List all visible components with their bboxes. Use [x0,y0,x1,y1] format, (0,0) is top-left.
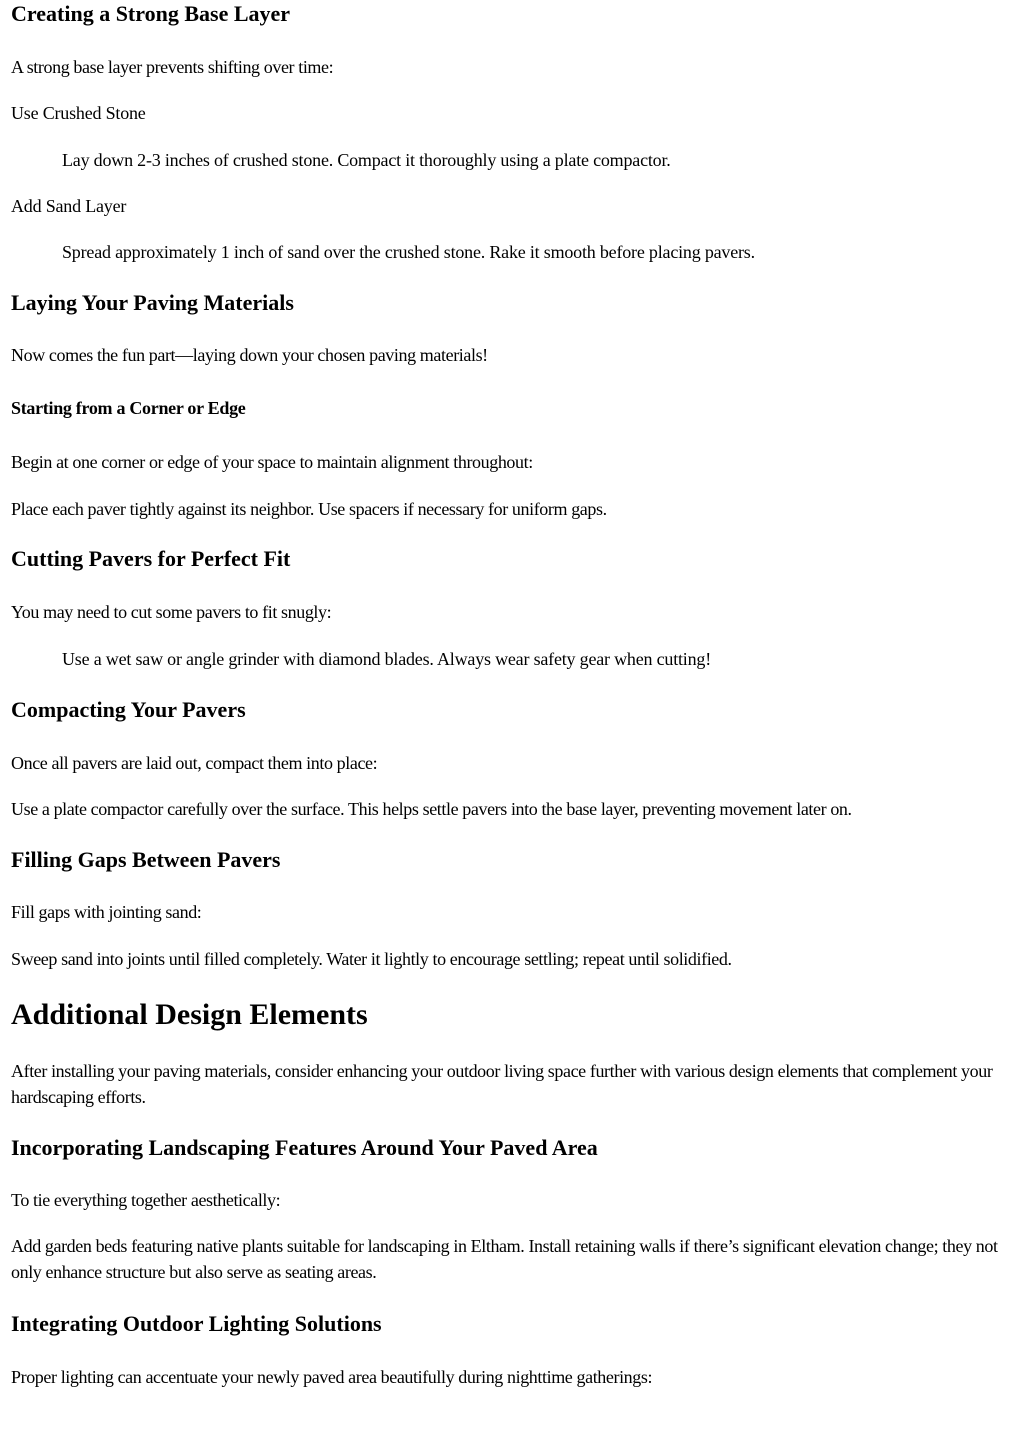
heading-landscaping: Incorporating Landscaping Features Around Your Paved Area [11,1135,598,1160]
heading-additional-design: Additional Design Elements [11,998,368,1031]
paragraph-compacting-intro: Once all pavers are laid out, compact them into place: [11,753,378,773]
paragraph-additional-intro: After installing your paving materials, consider enhancing your outdoor living space further with various design elements that complement your hardscaping efforts. [11,1061,993,1107]
description-crushed-stone: Lay down 2-3 inches of crushed stone. Compact it thoroughly using a plate compactor. [62,150,671,170]
heading-lighting: Integrating Outdoor Lighting Solutions [11,1311,382,1336]
description-cutting: Use a wet saw or angle grinder with diamond blades. Always wear safety gear when cutting! [62,649,711,669]
description-sand-layer: Spread approximately 1 inch of sand over the crushed stone. Rake it smooth before placing pavers. [62,242,755,262]
paragraph-lighting-intro: Proper lighting can accentuate your newly paved area beautifully during nighttime gatherings: [11,1367,653,1387]
paragraph-landscaping-intro: To tie everything together aesthetically: [11,1190,281,1210]
paragraph-laying-place: Place each paver tightly against its neighbor. Use spacers if necessary for uniform gaps. [11,499,607,519]
term-sand-layer: Add Sand Layer [11,196,127,216]
paragraph-cutting-intro: You may need to cut some pavers to fit snugly: [11,602,332,622]
heading-cutting: Cutting Pavers for Perfect Fit [11,546,291,571]
paragraph-landscaping-body: Add garden beds featuring native plants suitable for landscaping in Eltham. Install retaining walls if there’s significant elevation change; they not only enhance structure but also serve as seating areas. [11,1236,998,1282]
heading-laying: Laying Your Paving Materials [11,290,294,315]
term-crushed-stone: Use Crushed Stone [11,103,146,123]
paragraph-laying-begin: Begin at one corner or edge of your space to maintain alignment throughout: [11,452,533,472]
paragraph-laying-intro: Now comes the fun part—laying down your chosen paving materials! [11,345,488,365]
heading-compacting: Compacting Your Pavers [11,697,246,722]
subheading-corner-edge: Starting from a Corner or Edge [11,398,246,418]
paragraph-filling-body: Sweep sand into joints until filled completely. Water it lightly to encourage settling; repeat until solidified. [11,949,732,969]
paragraph-compacting-body: Use a plate compactor carefully over the surface. This helps settle pavers into the base layer, preventing movement later on. [11,799,852,819]
heading-base-layer: Creating a Strong Base Layer [11,1,291,26]
paragraph-base-layer-intro: A strong base layer prevents shifting over time: [11,57,334,77]
paragraph-filling-intro: Fill gaps with jointing sand: [11,902,202,922]
heading-filling: Filling Gaps Between Pavers [11,847,281,872]
